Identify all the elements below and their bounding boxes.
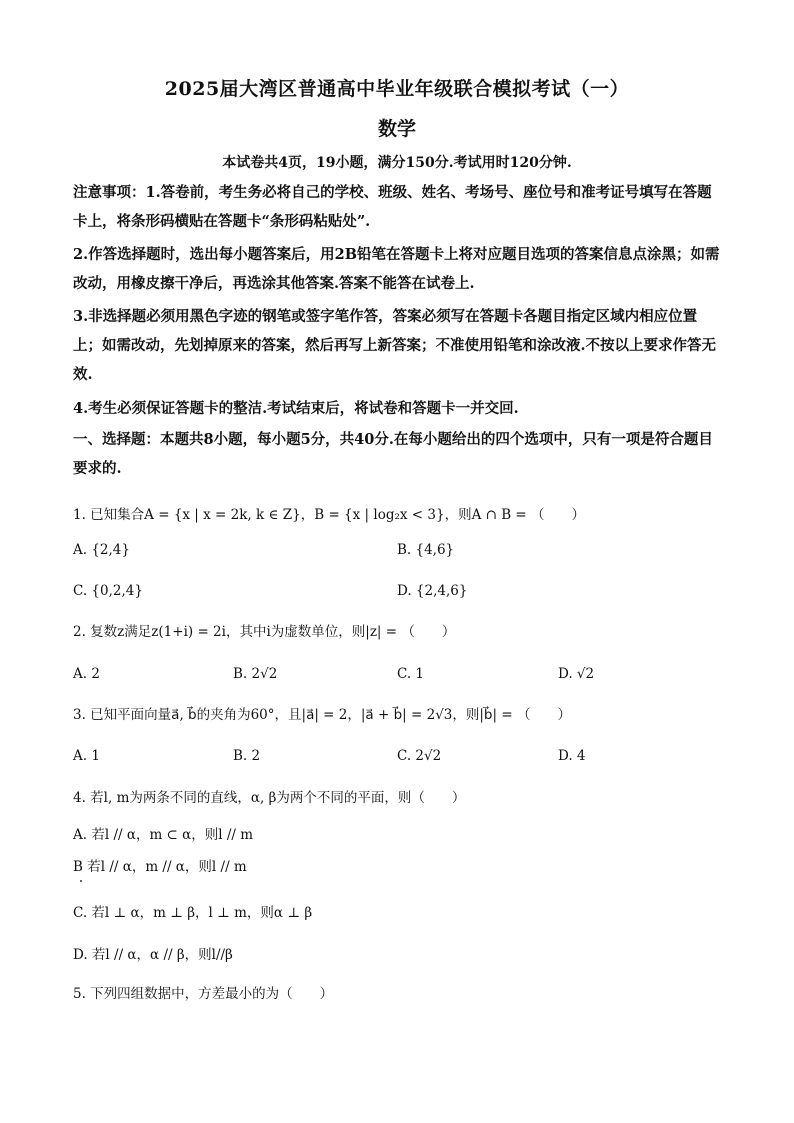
question-3-option-c: C. 2√2 [397,748,442,764]
exam-info: 本试卷共4页，19小题，满分150分.考试用时120分钟. [222,155,572,171]
question-3-option-d: D. 4 [558,748,586,764]
question-2-option-b: B. 2√2 [233,666,278,682]
question-4-option-c: C. 若l ⊥ α，m ⊥ β，l ⊥ m，则α ⊥ β [73,905,313,921]
question-1-option-c: C. {0,2,4} [73,583,143,599]
subject-title: 数学 [377,118,416,140]
question-1-option-d: D. {2,4,6} [397,583,468,599]
notice-2: 2.作答选择题时，选出每小题答案后，用2B铅笔在答题卡上将对应题目选项的答案信息点涂黑；如需改动，用橡皮擦干净后，再选涂其他答案.答案不能答在试卷上. [73,246,720,292]
question-2-option-c: C. 1 [397,666,425,682]
question-4-option-a: A. 若l // α，m ⊂ α，则l // m [73,827,254,843]
question-4-stem: 4. 若l, m为两条不同的直线，α, β为两个不同的平面，则（ ） [73,790,466,806]
question-1-option-b: B. {4,6} [397,542,455,558]
question-3-stem: 3. 已知平面向量a⃗, b⃗的夹角为60°，且|a⃗| = 2，|a⃗ + b⃗| = 2√3，则|b⃗| = （ ） [73,707,571,723]
stray-dot [80,880,82,882]
exam-title: 2025届大湾区普通高中毕业年级联合模拟考试（一） [164,78,630,100]
notice-3: 3.非选择题必须用黑色字迹的钢笔或签字笔作答，答案必须写在答题卡各题目指定区域内相应位置上；如需改动，先划掉原来的答案，然后再写上新答案；不准使用铅笔和涂改液.不按以上要求作答无效. [73,308,717,383]
question-2-option-a: A. 2 [73,666,100,682]
question-4-option-d: D. 若l // α，α // β，则l//β [73,947,233,963]
question-1-option-a: A. {2,4} [73,542,130,558]
question-2-stem: 2. 复数z满足z(1+i) = 2i，其中i为虚数单位，则|z| = （ ） [73,624,456,640]
question-3-option-a: A. 1 [73,748,100,764]
section-heading: 一、选择题：本题共8小题，每小题5分，共40分.在每小题给出的四个选项中，只有一项是符合题目要求的. [73,431,713,477]
question-5-stem: 5. 下列四组数据中，方差最小的为（ ） [73,986,334,1002]
notice-1: 注意事项：1.答卷前，考生务必将自己的学校、班级、姓名、考场号、座位号和准考证号填写在答题卡上，将条形码横贴在答题卡“条形码粘贴处”. [73,184,712,230]
question-1-stem: 1. 已知集合A = {x | x = 2k, k ∈ Z}，B = {x | log₂x < 3}，则A ∩ B = （ ） [73,507,586,523]
notice-4: 4.考生必须保证答题卡的整洁.考试结束后，将试卷和答题卡一并交回. [73,400,519,417]
question-2-option-d: D. √2 [558,666,595,682]
question-4-option-b: B 若l // α，m // α，则l // m [73,859,247,875]
question-3-option-b: B. 2 [233,748,261,764]
